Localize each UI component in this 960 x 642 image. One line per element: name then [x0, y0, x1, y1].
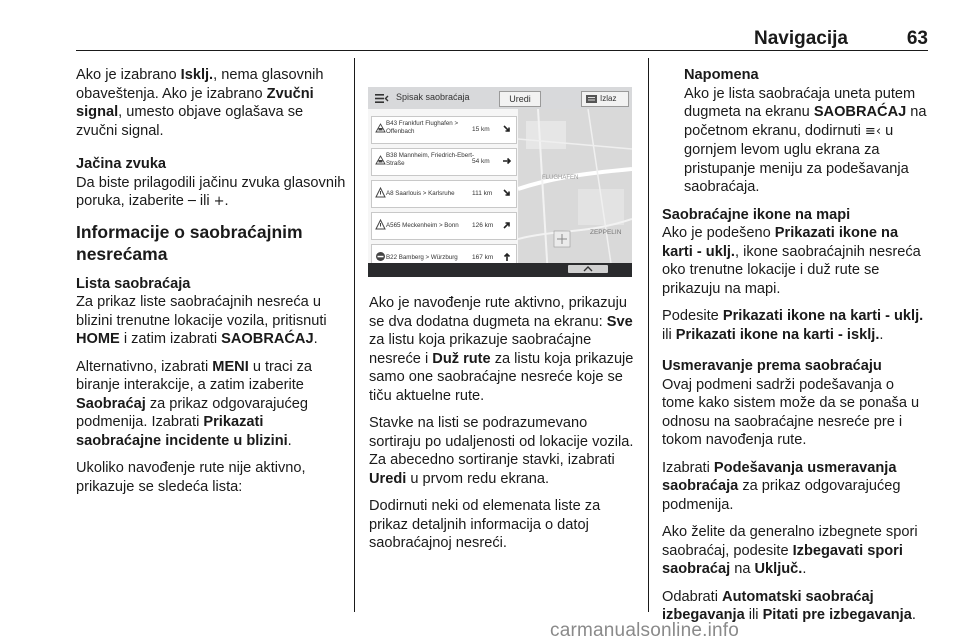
text: u gornjem levom uglu ekrana za pristupanje meniju za podešavanja saobraćaja.: [684, 122, 909, 195]
exit-icon: [586, 95, 597, 103]
column-divider-2: [648, 58, 649, 612]
list-item[interactable]: [371, 212, 517, 240]
paragraph-routing-1: Ovaj podmeni sadrži podešavanja o tome kako sistem može da se ponaša u odnosu na saobraćajne nesreće pre i tokom navođenja rute.: [662, 376, 920, 448]
paragraph-volume: [76, 174, 348, 212]
map-label-zeppelin: ZEPPELIN: [590, 229, 622, 236]
heading-traffic-info: Informacije o saobraćajnim nesrećama: [76, 221, 303, 264]
map-label-flughafen: FLUGHAFEN: [542, 175, 579, 181]
term-duz-rute: Duž rute: [432, 350, 491, 367]
term-sve: Sve: [606, 313, 633, 330]
text: Alternativno, izabrati: [76, 358, 213, 375]
text: u prvom redu ekrana.: [406, 470, 550, 487]
text: Izabrati: [662, 459, 714, 476]
settings-menu-icon: ≡‹: [864, 123, 882, 139]
note-text: [684, 85, 930, 197]
page-header: [76, 26, 928, 48]
paragraph-routing-3: [662, 523, 930, 579]
incident-distance: 167 km: [472, 254, 494, 261]
term-saobracaj-button: SAOBRAĆAJ: [813, 104, 907, 120]
page-title: Navigacija: [754, 28, 848, 49]
arrow-right-icon: [502, 156, 512, 166]
screen-title: Spisak saobraćaja: [396, 92, 470, 102]
traffic-jam-icon: [375, 155, 386, 166]
warning-icon: [375, 187, 386, 198]
paragraph-map-icons-2: [662, 307, 930, 344]
screen-top-bar: [368, 87, 632, 109]
text: .: [313, 331, 318, 347]
paragraph-details: Dodirnuti neki od elemenata liste za prikaz detaljnih informacija o datoj saobraćajnoj nesreći.: [369, 498, 601, 551]
paragraph-no-route: Ukoliko navođenje rute nije aktivno, prikazuje se sledeća lista:: [76, 460, 306, 495]
term-home: HOME: [76, 331, 120, 347]
note-block: [662, 66, 930, 197]
column-3: [662, 66, 930, 625]
text: .: [879, 326, 884, 343]
plus-icon: +: [213, 194, 225, 209]
text: , ikone saobraćajnih nesreća oko trenutne lokacije i duž rute se prikazuju na mapi.: [662, 243, 921, 297]
term-ukljuc: Uključ.: [754, 561, 803, 577]
paragraph-alternative: [76, 358, 348, 451]
incident-distance: 126 km: [472, 222, 494, 229]
text: na: [730, 561, 755, 577]
header-rule: [76, 50, 928, 51]
text: ili: [662, 326, 676, 343]
text: .: [911, 607, 916, 623]
incident-label: B43 Frankfurt Flughafen > Offenbach: [386, 120, 459, 135]
note-title: Napomena: [684, 67, 759, 83]
heading-traffic-list: Lista saobraćaja: [76, 275, 191, 292]
minus-icon: ─: [187, 194, 196, 209]
text: Za prikaz liste saobraćajnih nesreća u blizini trenutne lokacije vozila, pritisnuti: [76, 294, 327, 329]
text: Podesite: [662, 308, 723, 324]
term-meni: MENI: [212, 358, 249, 375]
no-entry-icon: [375, 251, 386, 262]
text: Ako je navođenje rute aktivno, prikazuju se dva dodatna dugmeta na ekranu:: [369, 295, 627, 330]
traffic-jam-icon: [375, 123, 386, 134]
paragraph-traffic-list: [76, 293, 348, 349]
traffic-list-screenshot: [368, 87, 632, 277]
text: .: [224, 193, 229, 209]
column-1: [76, 66, 348, 505]
text: za prikaz odgovarajućeg podmenija. Izabrati: [76, 395, 309, 430]
heading-traffic-routing: Usmeravanje prema saobraćaju: [662, 358, 882, 374]
text: ili: [744, 607, 763, 623]
term-iskl: Isklj.: [180, 67, 214, 83]
text: ili: [195, 193, 214, 209]
text: .: [802, 561, 807, 577]
text: na početnom ekranu, dodirnuti: [684, 104, 927, 139]
term-ikone-uklj: Prikazati ikone na karti - uklj.: [662, 225, 899, 260]
list-item[interactable]: [371, 180, 517, 208]
incident-label: B22 Bamberg > Würzburg: [386, 254, 458, 261]
exit-button[interactable]: [581, 91, 629, 107]
arrow-down-right-icon: [502, 188, 512, 198]
text: Ako je izabrano: [76, 67, 181, 83]
paragraph-voice-off: [76, 66, 348, 140]
text: i zatim izabrati: [119, 331, 222, 347]
incident-distance: 54 km: [472, 158, 490, 165]
term-zvucni-signal: Zvučni signal: [76, 85, 314, 120]
collapse-button[interactable]: [568, 265, 608, 273]
incident-label: A8 Saarlouis > Karlsruhe: [386, 190, 455, 197]
incident-distance: 15 km: [472, 126, 490, 133]
incident-distance: 111 km: [472, 190, 493, 197]
term-prikazati-incidente: Prikazati saobraćajne incidente u blizini: [76, 414, 288, 449]
text: .: [287, 432, 292, 449]
text: Ako je podešeno: [662, 225, 775, 241]
exit-label: Izlaz: [600, 94, 617, 103]
incident-label: A565 Meckenheim > Bonn: [386, 222, 459, 229]
heading-volume: Jačina zvuka: [76, 156, 167, 172]
arrow-down-right-icon: [502, 124, 512, 134]
term-automatski: Automatski saobraćaj izbegavanja: [662, 588, 874, 623]
warning-icon: [375, 219, 386, 230]
arrow-up-icon: [502, 252, 512, 262]
map-drawing: [518, 109, 632, 277]
term-ikone-uklj: Prikazati ikone na karti - uklj.: [722, 308, 924, 324]
term-izbegavati-spori: Izbegavati spori saobraćaj: [662, 542, 903, 577]
text: Odabrati: [662, 588, 723, 605]
text: u traci za biranje interakcije, a zatim izaberite: [76, 358, 313, 393]
text: za prikaz odgovarajućeg podmenija.: [662, 478, 901, 513]
incident-label: B38 Mannheim, Friedrich-Ebert-Straße: [386, 152, 475, 167]
paragraph-map-icons-1: [662, 224, 930, 298]
paragraph-sorting: [369, 414, 635, 488]
list-item[interactable]: [371, 148, 517, 176]
term-saobracaj: SAOBRAĆAJ: [221, 331, 314, 347]
text: Da biste prilagodili jačinu zvuka glasovnih poruka, izaberite: [76, 174, 346, 209]
edit-button[interactable]: Uredi: [499, 91, 541, 107]
text: za listu koja prikazuje samo one saobraćajne nesreće koje se tiču aktuelne rute.: [369, 350, 634, 404]
term-pitati: Pitati pre izbegavanja: [762, 607, 912, 623]
watermark: carmanualsonline.info: [550, 620, 740, 641]
paragraph-routing-4: [662, 588, 930, 625]
term-podesavanja-usmeravanja: Podešavanja usmeravanja saobraćaja: [662, 459, 897, 494]
term-uredi: Uredi: [369, 470, 407, 487]
column-2: [369, 294, 635, 562]
text: Ako želite da generalno izbegnete spori saobraćaj, podesite: [662, 524, 918, 559]
column-divider-1: [354, 58, 355, 612]
chevron-up-icon: [583, 266, 593, 272]
paragraph-routing-2: [662, 459, 930, 515]
text: Stavke na listi se podrazumevano sortiraju po udaljenosti od lokacije vozila. Za abecedno sortiranje stavki, izabrati: [369, 415, 634, 468]
text: , nema glasovnih obaveštenja. Ako je izabrano: [76, 67, 324, 102]
text: za listu koja prikazuje saobraćajne nesreće i: [369, 332, 592, 367]
settings-menu-icon: [375, 93, 389, 104]
text: , umesto objave oglašava se zvučni signal.: [76, 104, 304, 139]
heading-map-icons: Saobraćajne ikone na mapi: [662, 206, 851, 223]
traffic-list: [368, 109, 518, 277]
arrow-up-right-icon: [502, 220, 512, 230]
map-view[interactable]: [518, 109, 632, 277]
page-number: 63: [906, 28, 928, 49]
paragraph-route-active: [369, 294, 635, 405]
list-item[interactable]: [371, 116, 517, 144]
term-saobracaj-menu: Saobraćaj: [76, 395, 146, 412]
text: Ako je lista saobraćaja uneta putem dugmeta na ekranu: [684, 85, 916, 120]
term-ikone-isklj: Prikazati ikone na karti - isklj.: [675, 326, 880, 343]
